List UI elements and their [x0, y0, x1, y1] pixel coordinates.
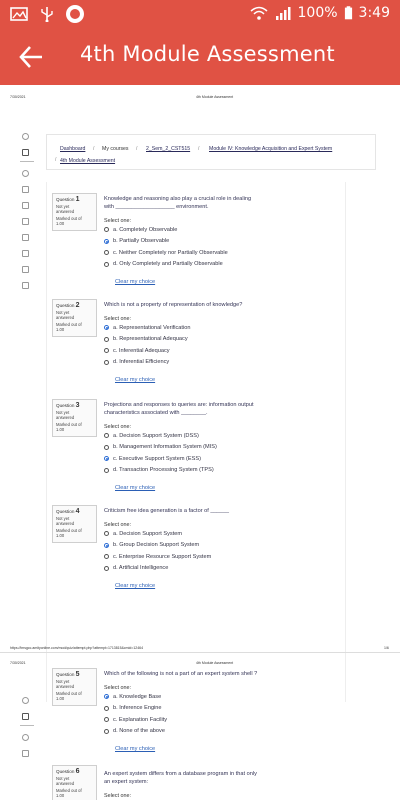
- print-page-number: 1/6: [384, 646, 389, 650]
- radio-icon[interactable]: [104, 348, 109, 353]
- course-index-icon[interactable]: [22, 149, 29, 156]
- sidebar-nav-2: [22, 697, 32, 766]
- status-bar: [0, 0, 400, 28]
- question-marks: Marked out of 1.00: [56, 422, 82, 432]
- breadcrumb-course[interactable]: 2_Sem_2_CST515: [146, 146, 191, 152]
- answer-option[interactable]: [104, 345, 339, 357]
- answer-option-label: c. Explanation Facility: [113, 716, 168, 723]
- radio-selected-icon[interactable]: [104, 543, 109, 548]
- question-body-1: [104, 195, 339, 288]
- answer-option[interactable]: [104, 442, 339, 454]
- question-marks: Marked out of 1.00: [56, 691, 82, 701]
- question-number: Question 1: [56, 196, 80, 203]
- answer-option-label: b. Group Decision Support System: [113, 542, 200, 549]
- answer-option-label: d. Inferential Efficiency: [113, 359, 170, 366]
- page-break: [0, 652, 400, 653]
- breadcrumb-separator: /: [198, 146, 200, 152]
- breadcrumb-separator: /: [93, 146, 95, 152]
- question-status: Not yet answered: [56, 410, 75, 420]
- breadcrumb-separator: /: [136, 146, 138, 152]
- radio-icon[interactable]: [104, 227, 109, 232]
- question-number: Question 4: [56, 508, 80, 515]
- page-title: 4th Module Assessment: [80, 42, 335, 66]
- answer-option[interactable]: [104, 259, 339, 271]
- clear-choice-link[interactable]: Clear my choice: [115, 746, 156, 752]
- answer-option[interactable]: [104, 563, 339, 575]
- question-body-4: [104, 507, 339, 592]
- files-icon[interactable]: [22, 218, 29, 225]
- radio-icon[interactable]: [104, 433, 109, 438]
- question-marks: Marked out of 1.00: [56, 322, 82, 332]
- answer-option-label: d. Only Completely and Partially Observable: [113, 261, 223, 268]
- answer-option-label: a. Decision Support System: [113, 530, 183, 537]
- battery-icon: [344, 5, 353, 21]
- folder-icon[interactable]: [22, 266, 29, 273]
- book-icon[interactable]: [22, 250, 29, 257]
- home-icon[interactable]: [22, 750, 29, 757]
- question-status: Not yet answered: [56, 679, 75, 689]
- radio-icon[interactable]: [104, 566, 109, 571]
- select-one-label: Select one:: [104, 685, 131, 691]
- radio-selected-icon[interactable]: [104, 239, 109, 244]
- radio-selected-icon[interactable]: [104, 694, 109, 699]
- answer-option-label: d. Transaction Processing System (TPS): [113, 467, 214, 474]
- breadcrumb-module[interactable]: Module IV: Knowledge Acquisition and Expert System: [209, 146, 333, 152]
- course-index-icon[interactable]: [22, 713, 29, 720]
- print-url: https://lmsgcc.amityonline.com/mod/quiz/attempt.php?attempt=1713815&cmid=12464: [10, 646, 144, 650]
- signal-icon: [274, 5, 292, 21]
- answer-option[interactable]: [104, 528, 339, 540]
- question-text: An expert system differs from a database program in that only an expert system:: [104, 771, 257, 785]
- select-one-label: Select one:: [104, 316, 131, 322]
- print-header: 4th Module Assessment: [196, 95, 234, 99]
- answer-option[interactable]: [104, 714, 339, 726]
- question-text: Which is not a property of representation of knowledge?: [104, 302, 243, 308]
- answer-option[interactable]: [104, 465, 339, 477]
- select-one-label: Select one:: [104, 793, 131, 799]
- answer-option-label: a. Completely Observable: [113, 226, 178, 233]
- breadcrumb: [46, 134, 376, 170]
- question-marks: Marked out of 1.00: [56, 788, 82, 798]
- radio-icon[interactable]: [104, 337, 109, 342]
- question-info-4: [52, 505, 97, 543]
- radio-icon[interactable]: [104, 250, 109, 255]
- print-date-2: 7/30/2021: [10, 661, 26, 665]
- clear-choice-link[interactable]: Clear my choice: [115, 485, 156, 491]
- radio-icon[interactable]: [104, 717, 109, 722]
- app-bar: [0, 28, 400, 85]
- answer-option-label: b. Partially Observable: [113, 238, 170, 245]
- answer-option[interactable]: [104, 247, 339, 259]
- answer-option[interactable]: [104, 357, 339, 369]
- radio-icon[interactable]: [104, 554, 109, 559]
- answer-option-label: c. Executive Support System (ESS): [113, 455, 201, 462]
- question-body-2: [104, 301, 339, 386]
- answer-option[interactable]: [104, 430, 339, 442]
- answer-option[interactable]: [104, 691, 339, 703]
- home-icon[interactable]: [22, 186, 29, 193]
- radio-icon[interactable]: [104, 360, 109, 365]
- answer-option[interactable]: [104, 236, 339, 248]
- app-notification-icon: [66, 5, 84, 23]
- question-text: Criticism free idea generation is a factor of ______: [104, 508, 229, 514]
- folder-icon-2[interactable]: [22, 282, 29, 289]
- question-status: Not yet answered: [56, 204, 75, 214]
- answer-option-label: a. Knowledge Base: [113, 693, 162, 700]
- dashboard-icon[interactable]: [22, 734, 29, 741]
- breadcrumb-current[interactable]: 4th Module Assessment: [60, 158, 116, 164]
- question-info-3: [52, 399, 97, 437]
- answer-option[interactable]: [104, 551, 339, 563]
- calendar-icon[interactable]: [22, 202, 29, 209]
- radio-icon[interactable]: [104, 445, 109, 450]
- question-info-2: [52, 299, 97, 337]
- battery-percent: 100%: [297, 5, 338, 21]
- radio-selected-icon[interactable]: [104, 456, 109, 461]
- answer-option[interactable]: [104, 224, 339, 236]
- dashboard-icon[interactable]: [22, 170, 29, 177]
- breadcrumb-my-courses[interactable]: My courses: [102, 146, 129, 152]
- question-number: Question 3: [56, 402, 80, 409]
- answer-option[interactable]: [104, 453, 339, 465]
- answer-option[interactable]: [104, 540, 339, 552]
- answer-option-label: c. Neither Completely nor Partially Observable: [113, 249, 228, 256]
- clear-choice-link[interactable]: Clear my choice: [115, 583, 156, 589]
- question-body-5: [104, 670, 339, 755]
- radio-icon[interactable]: [104, 729, 109, 734]
- question-number: Question 2: [56, 302, 80, 309]
- wifi-icon: [250, 5, 268, 21]
- answer-option-label: d. Artificial Intelligence: [113, 565, 169, 572]
- graduation-cap-icon[interactable]: [22, 234, 29, 241]
- question-text: Which of the following is not a part of an expert system shell ?: [104, 671, 258, 677]
- document-view[interactable]: [0, 85, 400, 800]
- question-marks: Marked out of 1.00: [56, 528, 82, 538]
- question-body-3: [104, 401, 339, 494]
- answer-option-label: d. None of the above: [113, 728, 165, 735]
- question-status: Not yet answered: [56, 516, 75, 526]
- answer-option-label: b. Representational Adequacy: [113, 336, 188, 343]
- radio-icon[interactable]: [104, 468, 109, 473]
- question-info-1: [52, 193, 97, 231]
- print-date: 7/30/2021: [10, 95, 26, 99]
- clock-time: 3:49: [358, 5, 390, 21]
- clear-choice-link[interactable]: Clear my choice: [115, 279, 156, 285]
- clear-choice-link[interactable]: Clear my choice: [115, 377, 156, 383]
- question-status: Not yet answered: [56, 776, 75, 786]
- gallery-icon: [10, 6, 28, 22]
- user-icon[interactable]: [22, 133, 29, 140]
- answer-option-label: c. Inferential Adequacy: [113, 347, 170, 354]
- usb-icon: [38, 6, 56, 22]
- answer-option[interactable]: [104, 334, 339, 346]
- question-info-5: [52, 668, 97, 706]
- radio-icon[interactable]: [104, 262, 109, 267]
- question-status: Not yet answered: [56, 310, 75, 320]
- question-number: Question 5: [56, 671, 80, 678]
- user-icon[interactable]: [22, 697, 29, 704]
- answer-option-label: b. Management Information System (MIS): [113, 444, 217, 451]
- question-marks: Marked out of 1.00: [56, 216, 82, 226]
- breadcrumb-dashboard[interactable]: Dashboard: [60, 146, 86, 152]
- question-text: Knowledge and reasoning also play a crucial role in dealing with ___________________ environment.: [104, 196, 252, 210]
- question-text: Projections and responses to queries are: information output characteristics associated with ________.: [104, 402, 254, 416]
- answer-option[interactable]: [104, 703, 339, 715]
- print-header-2: 4th Module Assessment: [196, 661, 234, 665]
- question-number: Question 6: [56, 768, 80, 775]
- sidebar-nav: [22, 133, 32, 298]
- radio-selected-icon[interactable]: [104, 325, 109, 330]
- select-one-label: Select one:: [104, 424, 131, 430]
- answer-option[interactable]: [104, 726, 339, 738]
- select-one-label: Select one:: [104, 218, 131, 224]
- question-info-6: [52, 765, 97, 800]
- answer-option[interactable]: [104, 322, 339, 334]
- radio-icon[interactable]: [104, 706, 109, 711]
- answer-option-label: c. Enterprise Resource Support System: [113, 553, 212, 560]
- radio-icon[interactable]: [104, 531, 109, 536]
- select-one-label: Select one:: [104, 522, 131, 528]
- answer-option-label: b. Inference Engine: [113, 705, 162, 712]
- answer-option-label: a. Representational Verification: [113, 324, 191, 331]
- back-arrow-icon[interactable]: [18, 44, 44, 70]
- breadcrumb-separator: /: [55, 157, 57, 163]
- answer-option-label: a. Decision Support System (DSS): [113, 432, 199, 439]
- question-body-6: [104, 770, 339, 799]
